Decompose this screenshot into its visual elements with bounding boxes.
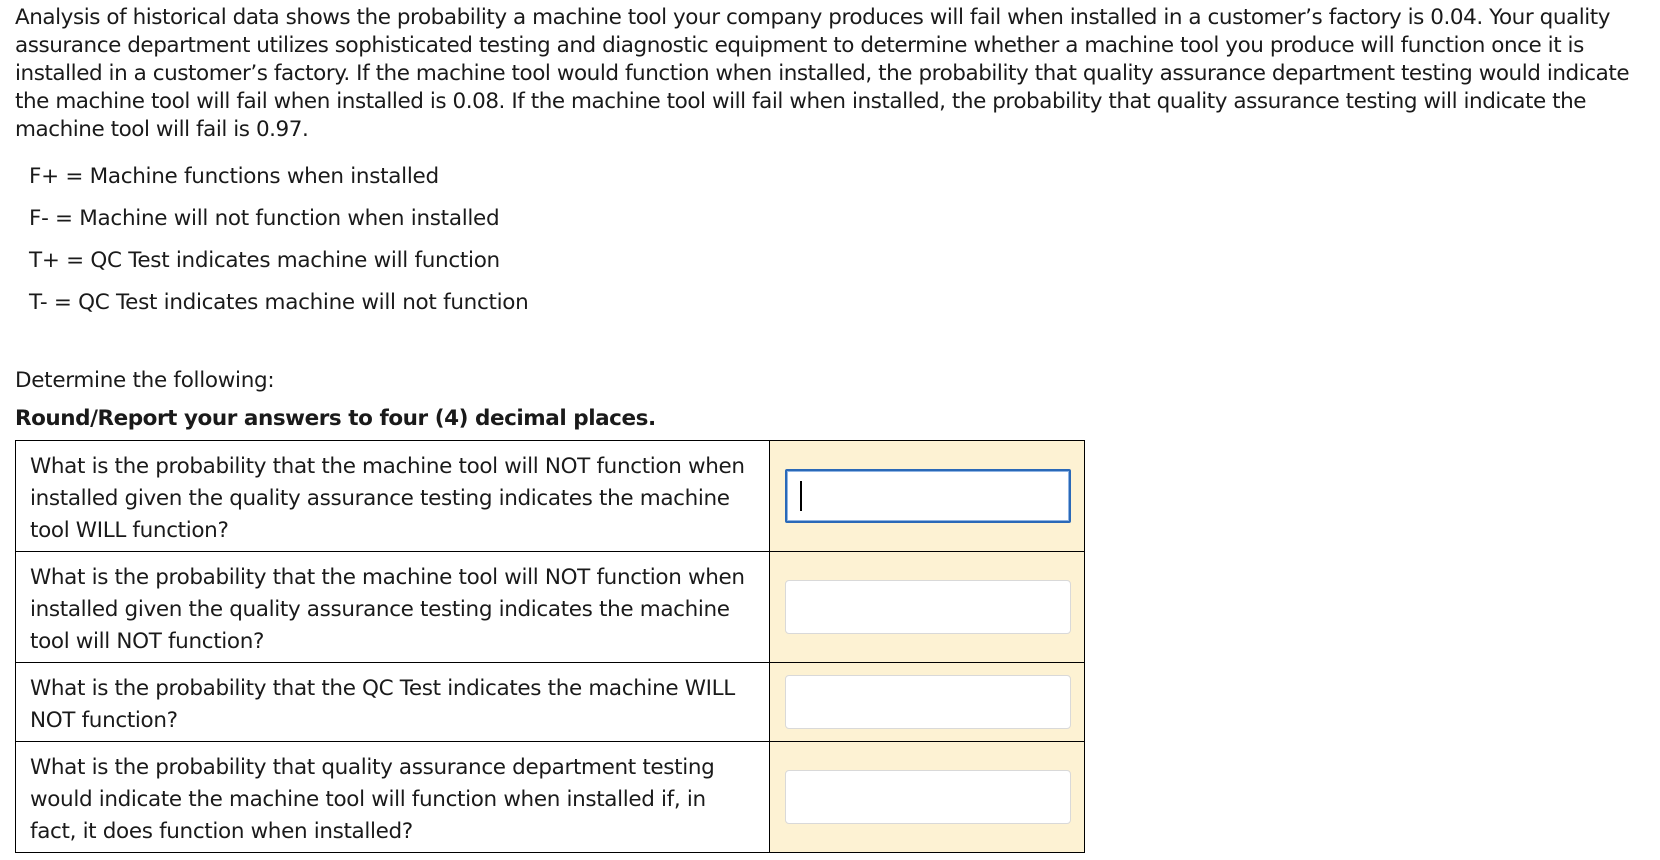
questions-table xyxy=(15,440,1085,853)
answer-cell-4 xyxy=(770,742,1085,853)
question-row-3 xyxy=(16,663,1085,742)
question-text-1: What is the probability that the machine tool will NOT function when installed given the quality assurance testing indicates the machine tool WILL function? xyxy=(16,441,770,552)
answer-input-1[interactable] xyxy=(785,469,1071,523)
answer-input-wrapper-1 xyxy=(784,469,1070,523)
question-row-4 xyxy=(16,742,1085,853)
definition-f-plus: F+ = Machine functions when installed xyxy=(29,164,439,189)
answer-input-3[interactable] xyxy=(785,675,1071,729)
answer-cell-3 xyxy=(770,663,1085,742)
question-row-2 xyxy=(16,552,1085,663)
question-text-4: What is the probability that quality assurance department testing would indicate the machine tool will function when installed if, in fact, it does function when installed? xyxy=(16,742,770,853)
instruction-text: Determine the following: xyxy=(15,368,275,393)
definition-t-minus: T- = QC Test indicates machine will not function xyxy=(29,290,529,315)
answer-input-2[interactable] xyxy=(785,580,1071,634)
definition-t-plus: T+ = QC Test indicates machine will function xyxy=(29,248,500,273)
answer-cell-1 xyxy=(770,441,1085,552)
answer-input-4[interactable] xyxy=(785,770,1071,824)
definitions-list xyxy=(29,160,529,328)
rounding-note: Round/Report your answers to four (4) decimal places. xyxy=(15,406,656,431)
problem-statement: Analysis of historical data shows the probability a machine tool your company produces will fail when installed in a customer’s factory is 0.04. Your quality assurance department utilizes sophisticated testing and diagnostic equipment to determine whether a machine tool you produce will function once it is installed in a customer’s factory. If the machine tool would function when installed, the probability that quality assurance department testing would indicate the machine tool will fail when installed is 0.08. If the machine tool will fail when installed, the probability that quality assurance testing will indicate the machine tool will fail is 0.97. xyxy=(15,5,1630,142)
question-row-1 xyxy=(16,441,1085,552)
definition-f-minus: F- = Machine will not function when installed xyxy=(29,206,500,231)
text-caret xyxy=(800,481,802,511)
answer-cell-2 xyxy=(770,552,1085,663)
question-text-2: What is the probability that the machine tool will NOT function when installed given the quality assurance testing indicates the machine tool will NOT function? xyxy=(16,552,770,663)
question-text-3: What is the probability that the QC Test indicates the machine WILL NOT function? xyxy=(16,663,770,742)
